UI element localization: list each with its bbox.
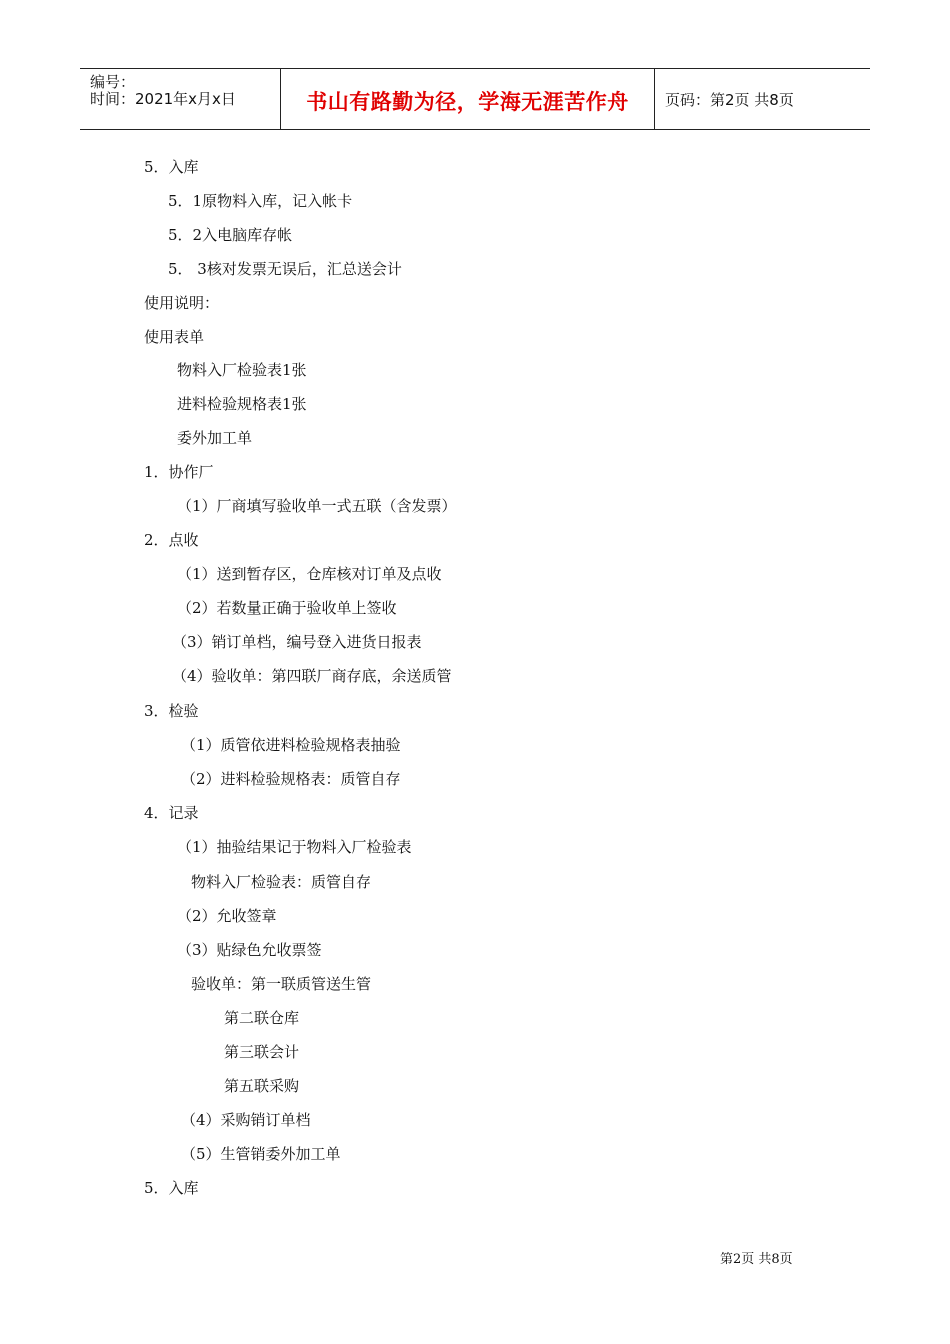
section-heading: 2．点收 bbox=[144, 531, 199, 549]
header-meta-cell bbox=[80, 69, 281, 129]
list-item: （2）允收签章 bbox=[177, 907, 277, 925]
list-item: （3）贴绿色允收票签 bbox=[177, 941, 322, 959]
list-item: 第五联采购 bbox=[224, 1077, 300, 1095]
header-motto-cell bbox=[281, 69, 655, 129]
section-heading: 1．协作厂 bbox=[144, 463, 214, 481]
page-footer: 第2页 共8页 bbox=[720, 1252, 793, 1267]
section-heading: 3．检验 bbox=[144, 702, 199, 720]
header-motto: 书山有路勤为径，学海无涯苦作舟 bbox=[306, 90, 629, 114]
list-item: （2）若数量正确于验收单上签收 bbox=[177, 599, 397, 617]
list-item: 第三联会计 bbox=[224, 1043, 300, 1061]
section-heading: 4．记录 bbox=[144, 804, 199, 822]
header-page-info: 页码：第2页 共8页 bbox=[665, 91, 794, 109]
list-item: （3）销订单档，编号登入进货日报表 bbox=[172, 633, 422, 651]
form-item: 物料入厂检验表1张 bbox=[177, 361, 307, 379]
list-item: 5．2入电脑库存帐 bbox=[168, 226, 293, 244]
list-item: 5．1原物料入库，记入帐卡 bbox=[168, 192, 353, 210]
form-item: 委外加工单 bbox=[177, 429, 253, 447]
document-number-label: 编号： bbox=[90, 73, 136, 91]
document-date-label: 时间：2021年x月x日 bbox=[90, 90, 236, 108]
list-item: （4）验收单：第四联厂商存底，余送质管 bbox=[172, 667, 452, 685]
page-header bbox=[80, 68, 870, 130]
form-item: 进料检验规格表1张 bbox=[177, 395, 307, 413]
list-item: （2）进料检验规格表：质管自存 bbox=[181, 770, 401, 788]
list-item: 第二联仓库 bbox=[224, 1009, 300, 1027]
forms-heading: 使用表单 bbox=[144, 328, 205, 346]
header-page-cell bbox=[655, 69, 870, 129]
list-item: （1）质管依进料检验规格表抽验 bbox=[181, 736, 401, 754]
list-item: （1）厂商填写验收单一式五联（含发票） bbox=[177, 497, 457, 515]
list-item: （4）采购销订单档 bbox=[181, 1111, 311, 1129]
section-heading: 5．入库 bbox=[144, 1179, 199, 1197]
list-item: （1）抽验结果记于物料入厂检验表 bbox=[177, 838, 412, 856]
list-item: （5）生管销委外加工单 bbox=[181, 1145, 341, 1163]
list-item: 验收单：第一联质管送生管 bbox=[191, 975, 372, 993]
list-item: 物料入厂检验表：质管自存 bbox=[191, 873, 372, 891]
section-heading: 5．入库 bbox=[144, 158, 199, 176]
list-item: 5． 3核对发票无误后，汇总送会计 bbox=[168, 260, 402, 278]
usage-heading: 使用说明： bbox=[144, 294, 220, 312]
list-item: （1）送到暂存区，仓库核对订单及点收 bbox=[177, 565, 442, 583]
